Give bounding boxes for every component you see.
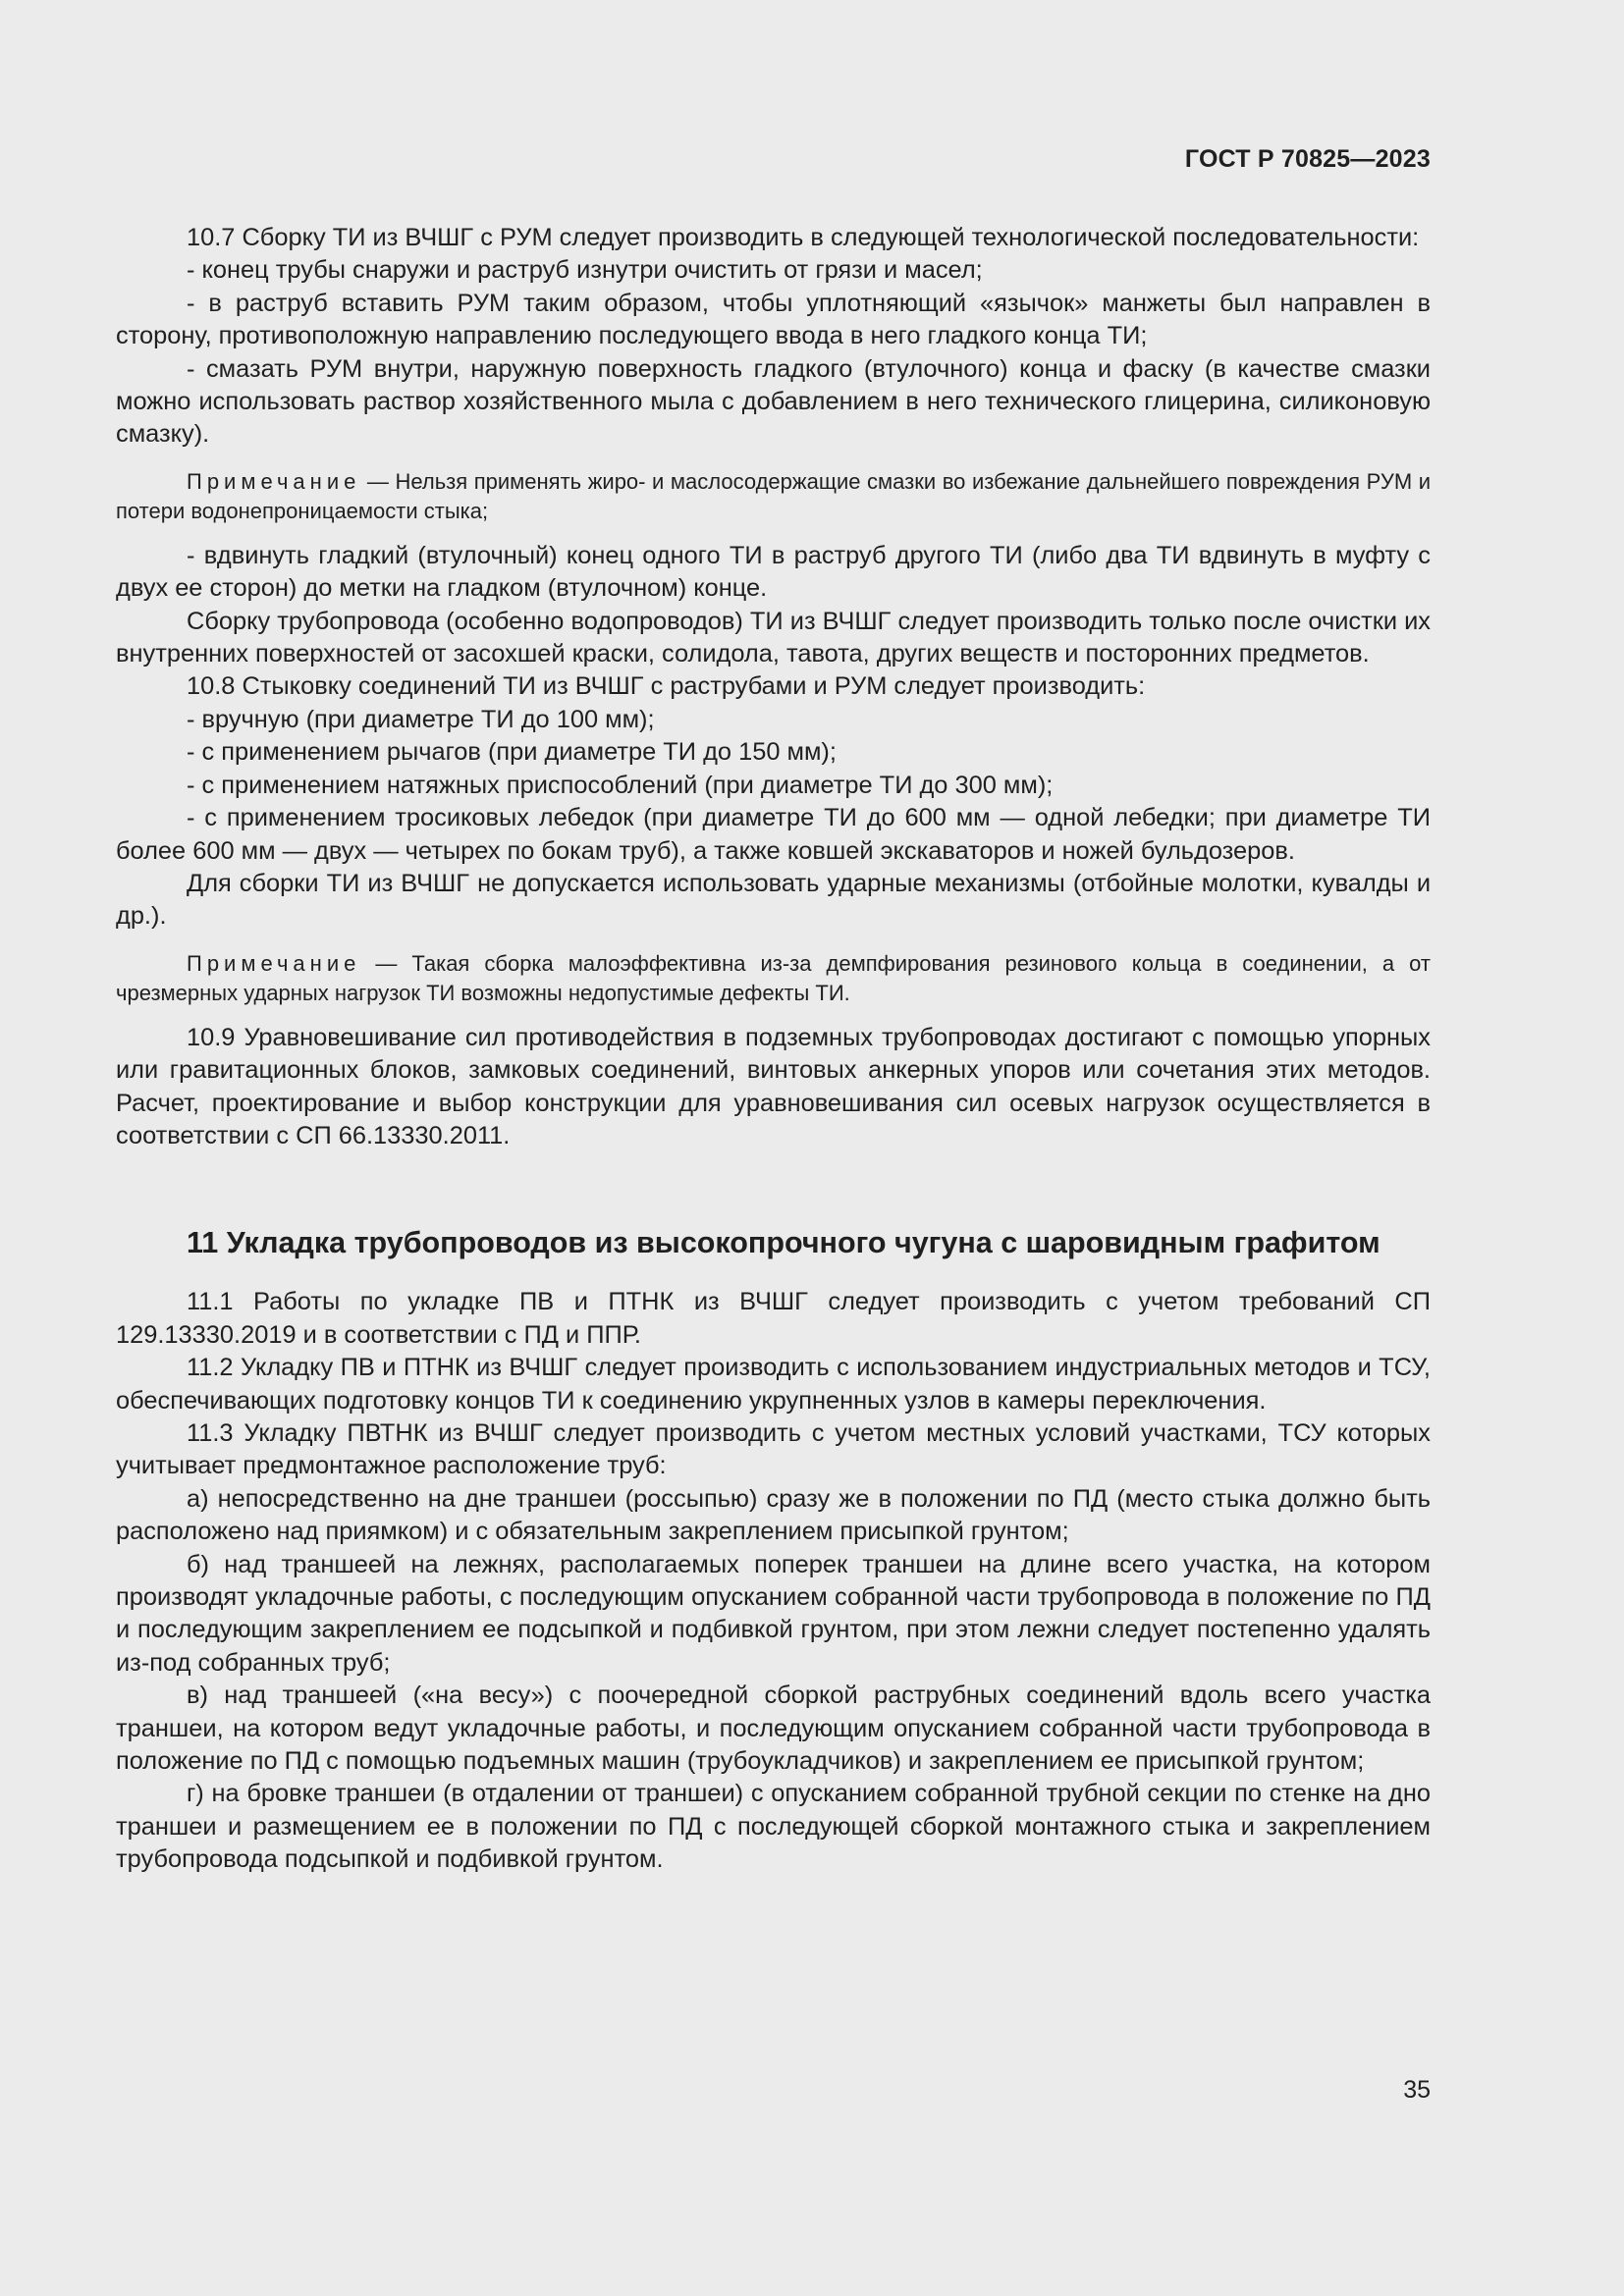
note-label: Примечание xyxy=(187,468,361,494)
paragraph-10-7: 10.7 Сборку ТИ из ВЧШГ с РУМ следует производить в следующей технологической последовательности: xyxy=(187,224,1420,251)
document-body xyxy=(116,222,1431,1877)
note-label: Примечание xyxy=(187,950,361,976)
list-item: - с применением рычагов (при диаметре ТИ до 150 мм); xyxy=(187,738,837,767)
list-item: в) над траншеей («на весу») с поочередной сборкой раструбных соединений вдоль всего участка траншеи, на котором ведут укладочные работы, и последующим опусканием собранной части трубопровода в положение по ПД с помощью подъемных машин (трубоукладчиков) и закреплением ее присыпкой грунтом; xyxy=(116,1682,1431,1776)
list-item: - в раструб вставить РУМ таким образом, чтобы уплотняющий «язычок» манжеты был направлен в сторону, противоположную направлению последующего ввода в него гладкого конца ТИ; xyxy=(116,289,1431,350)
paragraph-11-1: 11.1 Работы по укладке ПВ и ПТНК из ВЧШГ следует производить с учетом требований СП 129.13330.2019 и в соответствии с ПД и ППР. xyxy=(116,1288,1431,1349)
paragraph-10-9: 10.9 Уравновешивание сил противодействия в подземных трубопроводах достигают с помощью упорных или гравитационных блоков, замковых соединений, винтовых анкерных упоров или сочетания этих методов. Расчет, проектирование и выбор конструкции для уравновешивания сил осевых нагрузок осуществляется в соответствии с СП 66.13330.2011. xyxy=(116,1023,1431,1149)
note xyxy=(116,949,1431,1008)
section-title: 11 Укладка трубопроводов из высокопрочного чугуна с шаровидным графитом xyxy=(187,1226,1380,1260)
list-item: - с применением тросиковых лебедок (при диаметре ТИ до 600 мм — одной лебедки; при диаметре ТИ более 600 мм — двух — четырех по бокам труб), а также ковшей экскаваторов и ножей бульдозеров. xyxy=(116,804,1431,865)
paragraph-11-3: 11.3 Укладку ПВТНК из ВЧШГ следует производить с учетом местных условий участками, ТСУ которых учитывает предмонтажное расположение труб: xyxy=(116,1418,1431,1480)
list-item: - конец трубы снаружи и раструб изнутри очистить от грязи и масел; xyxy=(187,256,983,285)
list-item: г) на бровке траншеи (в отдалении от траншеи) с опусканием собранной трубной секции по стенке на дно траншеи и размещением ее в положении по ПД с последующей сборкой монтажного стыка и закреплением трубопровода подсыпкой и подбивкой грунтом. xyxy=(116,1780,1431,1874)
paragraph-11-2: 11.2 Укладку ПВ и ПТНК из ВЧШГ следует производить с использованием индустриальных методов и ТСУ, обеспечивающих подготовку концов ТИ к соединению укрупненных узлов в камеры переключения. xyxy=(116,1354,1431,1415)
list-item: - смазать РУМ внутри, наружную поверхность гладкого (втулочного) конца и фаску (в качестве смазки можно использовать раствор хозяйственного мыла с добавлением в него технического глицерина, силиконовую смазку). xyxy=(116,354,1431,449)
page-number: 35 xyxy=(1403,2076,1431,2104)
list-item: б) над траншеей на лежнях, располагаемых поперек траншеи на длине всего участка, на котором производят укладочные работы, с последующим опусканием собранной части трубопровода в положение по ПД и последующим закреплением ее подсыпкой и подбивкой грунтом, при этом лежни следует постепенно удалять из-под собранных труб; xyxy=(116,1550,1431,1677)
note-text: — Нельзя применять жиро- и маслосодержащие смазки во избежание дальнейшего повреждения РУМ и потери водонепроницаемости стыка; xyxy=(116,468,1431,523)
list-item: - с применением натяжных приспособлений (при диаметре ТИ до 300 мм); xyxy=(187,771,1054,799)
list-item: - вручную (при диаметре ТИ до 100 мм); xyxy=(187,705,655,733)
paragraph: Для сборки ТИ из ВЧШГ не допускается использовать ударные механизмы (отбойные молотки, кувалды и др.). xyxy=(116,869,1431,931)
note-text: — Такая сборка малоэффективна из-за демпфирования резинового кольца в соединении, а от чрезмерных ударных нагрузок ТИ возможны недопустимые дефекты ТИ. xyxy=(116,950,1431,1005)
list-item: - вдвинуть гладкий (втулочный) конец одного ТИ в раструб другого ТИ (либо два ТИ вдвинуть в муфту с двух ее сторон) до метки на гладком (втулочном) конце. xyxy=(116,541,1431,603)
document-code: ГОСТ Р 70825—2023 xyxy=(1184,145,1431,173)
list-item: а) непосредственно на дне траншеи (россыпью) сразу же в положении по ПД (место стыка должно быть расположено над приямком) и с обязательным закреплением присыпкой грунтом; xyxy=(116,1484,1431,1546)
paragraph: Сборку трубопровода (особенно водопроводов) ТИ из ВЧШГ следует производить только после очистки их внутренних поверхностей от засохшей краски, солидола, тавота, других веществ и посторонних предметов. xyxy=(116,607,1431,668)
note xyxy=(116,467,1431,526)
paragraph-10-8: 10.8 Стыковку соединений ТИ из ВЧШГ с раструбами и РУМ следует производить: xyxy=(187,672,1146,701)
